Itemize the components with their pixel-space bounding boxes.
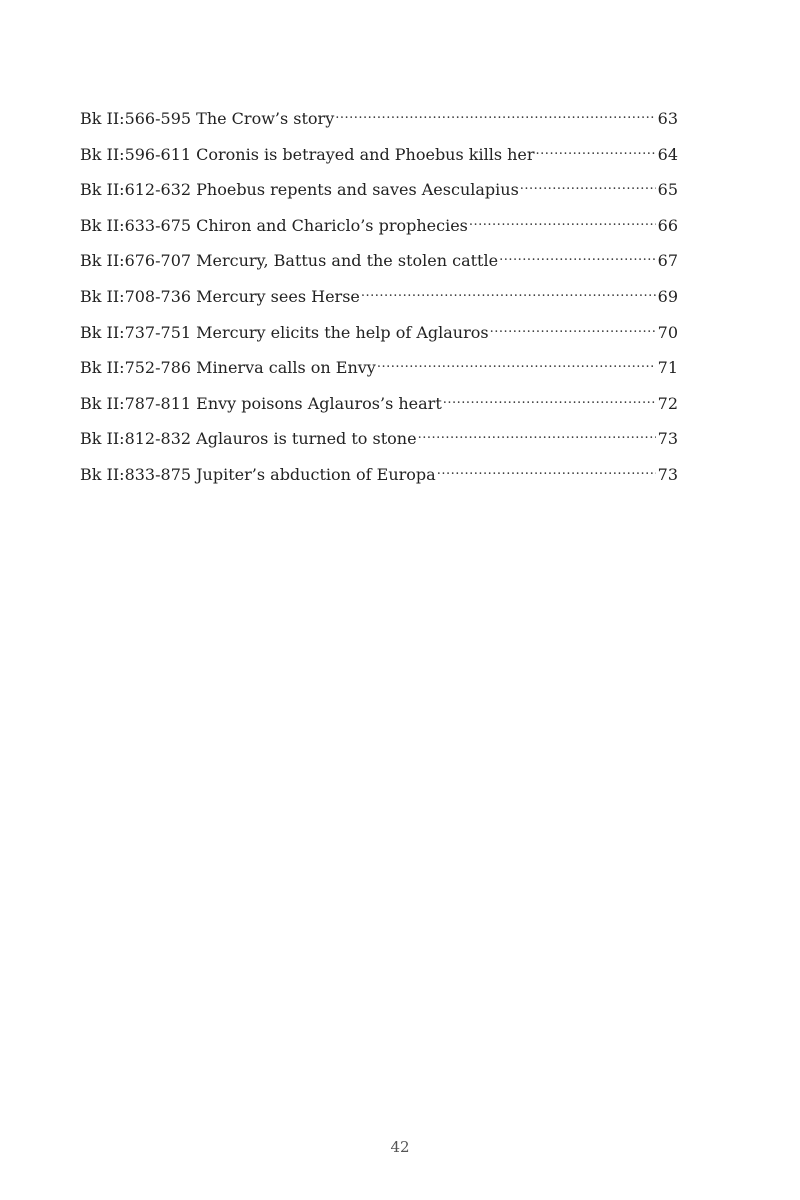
toc-entry-title: Bk II:633-675 Chiron and Chariclo’s prophecies xyxy=(80,215,468,235)
toc-entry[interactable] xyxy=(80,207,678,243)
toc-entry-title: Bk II:596-611 Coronis is betrayed and Phoebus kills her xyxy=(80,144,535,164)
toc-entry-page: 65 xyxy=(657,180,678,200)
toc-entry-page: 69 xyxy=(657,286,678,306)
toc-entry-page: 66 xyxy=(657,215,678,235)
toc-entry-title: Bk II:676-707 Mercury, Battus and the stolen cattle xyxy=(80,251,499,271)
toc-entry-page: 73 xyxy=(657,464,678,484)
toc-entry-title: Bk II:708-736 Mercury sees Herse xyxy=(80,286,360,306)
toc-entry-title: Bk II:812-832 Aglauros is turned to stone xyxy=(80,429,417,449)
toc-entry[interactable] xyxy=(80,136,678,172)
toc-entry-title: Bk II:737-751 Mercury elicits the help of Aglauros xyxy=(80,322,489,342)
toc-dot-leader xyxy=(335,100,655,124)
toc-entry-title: Bk II:612-632 Phoebus repents and saves Aesculapius xyxy=(80,180,519,200)
toc-dot-leader xyxy=(361,278,656,302)
toc-entry-page: 73 xyxy=(657,429,678,449)
toc-dot-leader xyxy=(490,314,656,338)
toc-dot-leader xyxy=(499,242,656,266)
toc-entry[interactable] xyxy=(80,420,678,456)
toc-entry[interactable] xyxy=(80,278,678,314)
toc-entry-page: 70 xyxy=(657,322,678,342)
toc-dot-leader xyxy=(536,136,656,160)
toc-entry[interactable] xyxy=(80,100,678,136)
toc-dot-leader xyxy=(418,420,656,444)
toc-entry-page: 67 xyxy=(657,251,678,271)
toc-entry[interactable] xyxy=(80,314,678,350)
toc-entry-page: 71 xyxy=(657,358,678,378)
toc-dot-leader xyxy=(443,385,656,409)
toc-entry-page: 63 xyxy=(657,109,678,128)
toc-entry[interactable] xyxy=(80,242,678,278)
toc-entry[interactable] xyxy=(80,349,678,385)
toc-dot-leader xyxy=(520,171,656,195)
toc-entry-title: Bk II:566-595 The Crow’s story xyxy=(80,109,335,128)
toc-dot-leader xyxy=(437,456,656,480)
page-number: 42 xyxy=(390,1138,410,1156)
toc-entry[interactable] xyxy=(80,456,678,492)
toc-dot-leader xyxy=(469,207,656,231)
table-of-contents xyxy=(80,100,678,492)
toc-entry[interactable] xyxy=(80,171,678,207)
toc-entry-page: 64 xyxy=(657,144,678,164)
toc-entry-title: Bk II:752-786 Minerva calls on Envy xyxy=(80,358,376,378)
toc-entry-title: Bk II:787-811 Envy poisons Aglauros’s heart xyxy=(80,393,442,413)
toc-entry-title: Bk II:833-875 Jupiter’s abduction of Europa xyxy=(80,464,436,484)
toc-dot-leader xyxy=(377,349,656,373)
toc-entry-page: 72 xyxy=(657,393,678,413)
toc-entry[interactable] xyxy=(80,385,678,421)
